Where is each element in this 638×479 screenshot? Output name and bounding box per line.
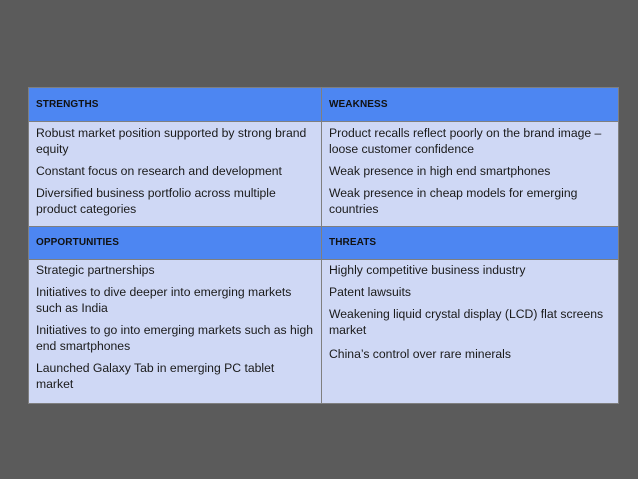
threats-cell xyxy=(322,260,619,404)
weakness-cell xyxy=(322,121,619,226)
threats-item: Highly competitive business industry xyxy=(329,263,526,278)
threats-title: THREATS xyxy=(329,237,377,249)
strengths-cell xyxy=(29,121,322,226)
threats-item: China’s control over rare minerals xyxy=(329,347,511,362)
opportunities-header xyxy=(29,226,322,260)
threats-item: Weakening liquid crystal display (LCD) flat screens market xyxy=(329,307,604,338)
opportunities-item: Initiatives to dive deeper into emerging markets such as India xyxy=(36,285,292,316)
weakness-item: Weak presence in cheap models for emerging countries xyxy=(329,185,578,216)
swot-header-row-top xyxy=(29,88,619,122)
swot-body-row-bottom xyxy=(29,260,619,404)
strengths-header xyxy=(29,88,322,122)
opportunities-item: Strategic partnerships xyxy=(36,263,155,278)
strengths-item: Constant focus on research and development xyxy=(36,163,282,178)
weakness-item: Weak presence in high end smartphones xyxy=(329,163,551,178)
weakness-item: Product recalls reflect poorly on the brand image – loose customer confidence xyxy=(329,125,602,156)
strengths-title: STRENGTHS xyxy=(36,98,99,110)
swot-header-row-bottom xyxy=(29,226,619,260)
threats-item: Patent lawsuits xyxy=(329,285,411,300)
strengths-item: Diversified business portfolio across multiple product categories xyxy=(36,185,276,216)
weakness-title: WEAKNESS xyxy=(329,98,388,110)
threats-header xyxy=(322,226,619,260)
swot-body-row-top xyxy=(29,121,619,226)
strengths-item: Robust market position supported by strong brand equity xyxy=(36,125,307,156)
swot-table xyxy=(28,87,619,404)
opportunities-item: Initiatives to go into emerging markets such as high end smartphones xyxy=(36,323,314,354)
opportunities-title: OPPORTUNITIES xyxy=(36,237,119,249)
opportunities-cell xyxy=(29,260,322,404)
opportunities-item: Launched Galaxy Tab in emerging PC tablet market xyxy=(36,361,275,392)
weakness-header xyxy=(322,88,619,122)
